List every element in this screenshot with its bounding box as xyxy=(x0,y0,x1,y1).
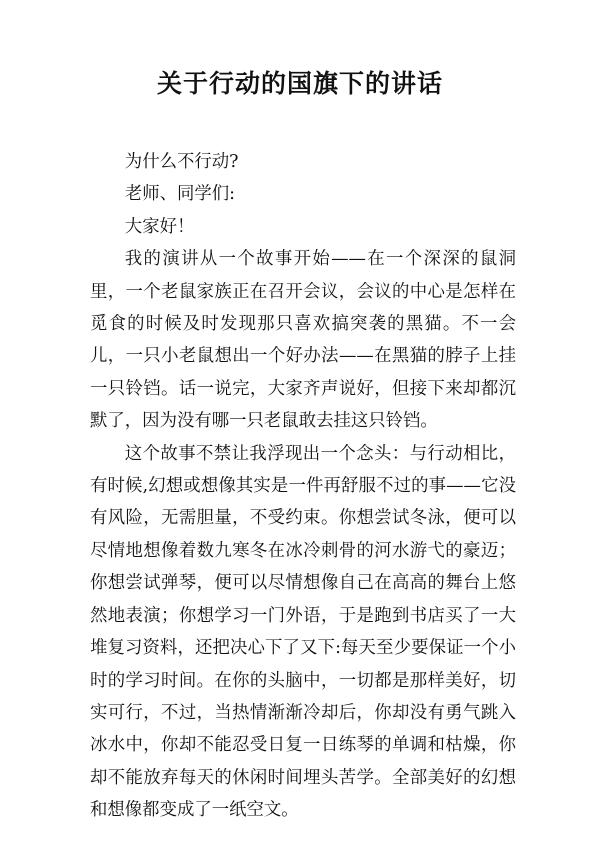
speech-greeting: 大家好！ xyxy=(124,216,195,237)
body-paragraph-story: 我的演讲从一个故事开始——在一个深深的鼠洞里，一个老鼠家族正在召开会议，会议的中心是怎样在觅食的时候及时发现那只喜欢搞突袭的黑猫。不一会儿，一只小老鼠想出一个好办法——在黑猫的脖子上挂一只铃铛。话一说完，大家齐声说好，但接下来却都沉默了，因为没有哪一只老鼠敢去挂这只铃铛。 xyxy=(90,249,516,432)
page-title: 关于行动的国旗下的讲话 xyxy=(156,69,443,98)
speech-salutation: 老师、同学们: xyxy=(124,184,236,205)
speech-subtitle: 为什么不行动? xyxy=(124,152,239,172)
document-body xyxy=(90,146,516,827)
body-paragraph-reflection: 这个故事不禁让我浮现出一个念头：与行动相比，有时候,幻想或想像其实是一件再舒服不过的事——它没有风险，无需胆量，不受约束。你想尝试冬泳，便可以尽情地想像着数九寒冬在冰冷刺骨的河水游弋的豪迈；你想尝试弹琴，便可以尽情想像自己在高高的舞台上悠然地表演；你想学习一门外语，于是跑到书店买了一大堆复习资料，还把决心下了又下:每天至少要保证一个小时的学习时间。在你的头脑中，一切都是那样美好，切实可行，不过，当热情渐渐冷却后，你却没有勇气跳入冰水中，你却不能忍受日复一日练琴的单调和枯燥，你却不能放弃每天的休闲时间埋头苦学。全部美好的幻想和想像都变成了一纸空文。 xyxy=(90,443,516,821)
